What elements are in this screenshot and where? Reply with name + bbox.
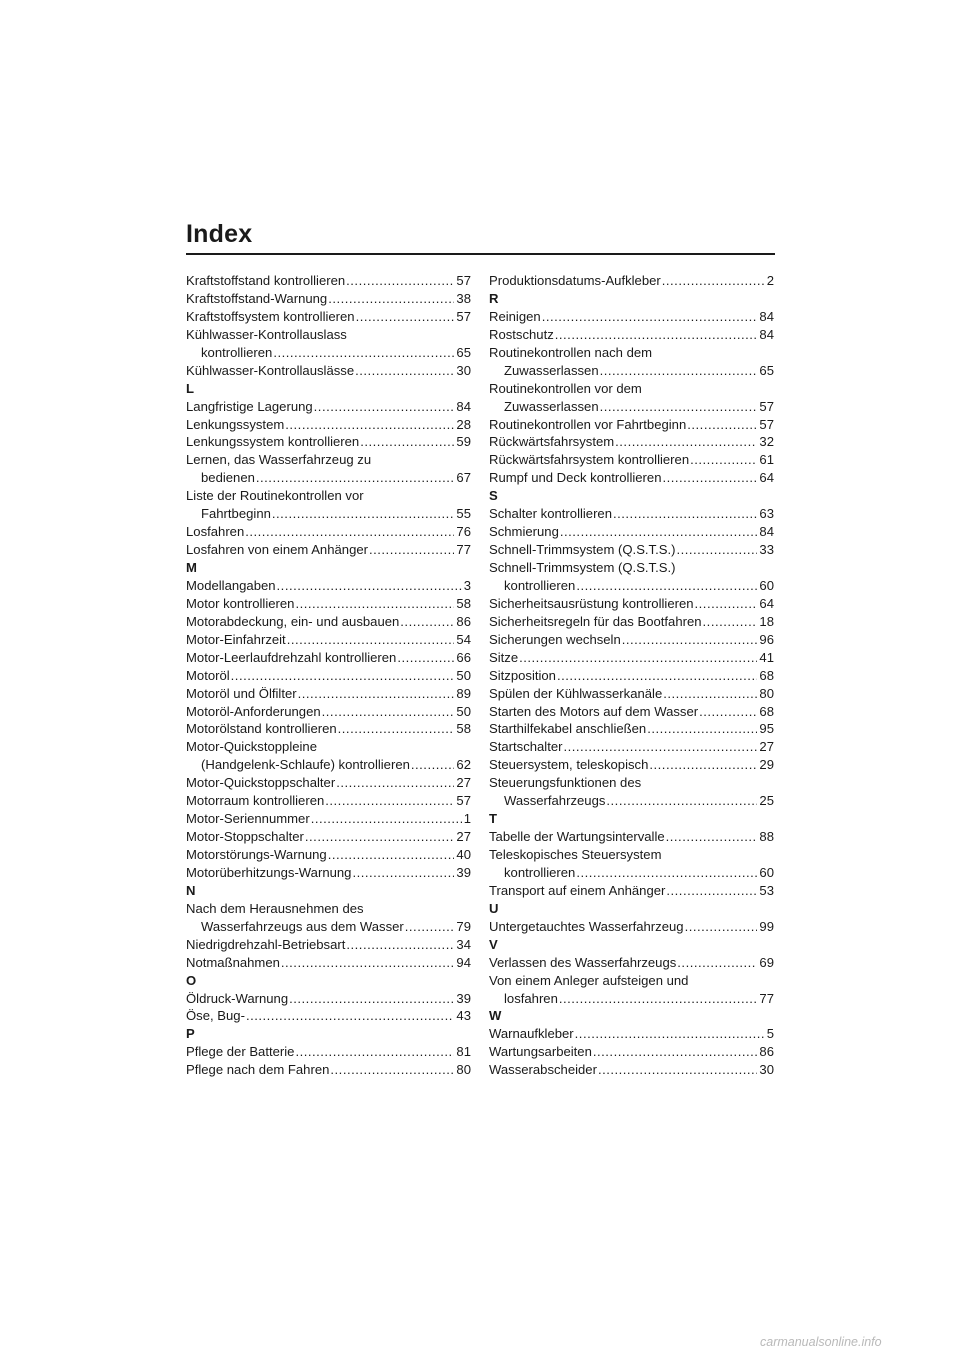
dot-leader <box>695 595 758 613</box>
index-entry-text: Motorstörungs-Warnung <box>186 847 327 862</box>
index-page-number: 86 <box>456 613 471 629</box>
dot-leader <box>231 667 455 685</box>
index-entry <box>186 1007 471 1025</box>
index-entry-text: Wasserfahrzeugs <box>504 793 606 809</box>
index-page-number: 50 <box>456 703 471 719</box>
index-entry <box>186 685 471 703</box>
index-entry-text: Losfahren von einem Anhänger <box>186 542 368 558</box>
dot-leader <box>703 613 758 631</box>
dot-leader <box>557 667 757 685</box>
dot-leader <box>576 577 757 595</box>
index-entry <box>186 523 471 541</box>
index-section-letter: L <box>186 380 194 396</box>
index-entry-text: Kühlwasser-Kontrollauslässe <box>186 362 355 378</box>
index-entry-text: Notmaßnahmen <box>186 954 280 970</box>
index-entry-text: Langfristige Lagerung <box>186 398 313 414</box>
dot-leader <box>328 290 454 308</box>
index-page-number: 59 <box>456 434 471 450</box>
index-entry <box>186 846 471 864</box>
index-page-number: 79 <box>456 918 471 934</box>
index-entry <box>186 720 471 738</box>
index-entry <box>186 577 471 595</box>
index-entry <box>489 541 774 559</box>
dot-leader <box>281 954 455 972</box>
index-entry-text: Modellangaben <box>186 577 276 593</box>
dot-leader <box>690 451 757 469</box>
index-page-number: 57 <box>456 793 471 809</box>
index-entry-text: Rückwärtsfahrsystem <box>489 434 615 450</box>
index-entry <box>186 810 471 828</box>
index-entry <box>489 523 774 541</box>
dot-leader <box>405 918 455 936</box>
index-page-number: 3 <box>463 577 471 593</box>
page-title: Index <box>186 220 253 248</box>
index-page-number: 64 <box>759 595 774 611</box>
dot-leader <box>666 882 757 900</box>
dot-leader <box>575 1025 765 1043</box>
index-page-number: 39 <box>456 990 471 1006</box>
index-section-letter: V <box>489 936 498 952</box>
index-entry <box>489 685 774 703</box>
index-entry <box>186 416 471 434</box>
dot-leader <box>555 326 758 344</box>
index-entry <box>489 990 774 1008</box>
index-entry-text: Steuersystem, teleskopisch <box>489 757 649 773</box>
index-entry <box>186 864 471 882</box>
index-entry <box>186 398 471 416</box>
index-entry-text: Kraftstoffstand-Warnung <box>186 290 328 306</box>
index-entry <box>489 433 774 451</box>
index-entry-text: Losfahren <box>186 524 245 540</box>
dot-leader <box>272 505 455 523</box>
index-section-letter: S <box>489 488 498 504</box>
index-entry <box>489 631 774 649</box>
dot-leader <box>325 792 454 810</box>
index-entry-text: Motor-Seriennummer <box>186 811 310 827</box>
index-entry <box>489 703 774 721</box>
index-entry <box>489 918 774 936</box>
index-entry-heading: Kühlwasser-Kontrollauslass <box>186 326 347 342</box>
dot-leader <box>305 828 455 846</box>
dot-leader <box>352 864 454 882</box>
index-entry-text: Rumpf und Deck kontrollieren <box>489 470 662 486</box>
index-entry <box>489 272 774 290</box>
index-entry-text: Wasserabscheider <box>489 1062 597 1078</box>
index-entry-text: Motor-Leerlaufdrehzahl kontrollieren <box>186 649 397 665</box>
index-page-number: 77 <box>759 990 774 1006</box>
index-entry <box>186 774 471 792</box>
dot-leader <box>277 577 462 595</box>
index-entry <box>489 882 774 900</box>
index-entry <box>489 362 774 380</box>
index-entry <box>489 828 774 846</box>
index-entry <box>186 667 471 685</box>
dot-leader <box>662 469 757 487</box>
index-page-number: 2 <box>766 273 774 288</box>
index-entry <box>186 308 471 326</box>
index-entry-text: Motor-Einfahrzeit <box>186 631 286 647</box>
index-entry <box>186 344 471 362</box>
index-page-number: 29 <box>759 757 774 773</box>
index-entry <box>489 416 774 434</box>
index-entry-text: Pflege der Batterie <box>186 1044 295 1060</box>
dot-leader <box>542 308 758 326</box>
index-entry <box>186 505 471 523</box>
index-entry-text: Schmierung <box>489 524 559 540</box>
dot-leader <box>285 416 454 434</box>
index-page-number: 60 <box>759 577 774 593</box>
index-entry <box>186 792 471 810</box>
dot-leader <box>613 505 757 523</box>
dot-leader <box>311 810 462 828</box>
index-entry <box>489 738 774 756</box>
dot-leader <box>336 774 454 792</box>
dot-leader <box>298 685 455 703</box>
index-entry-text: Niedrigdrehzahl-Betriebsart <box>186 936 346 952</box>
index-entry <box>186 954 471 972</box>
dot-leader <box>287 631 455 649</box>
index-entry-text: Motor-Quickstoppschalter <box>186 775 336 791</box>
index-section-letter: U <box>489 900 499 916</box>
index-entry-text: losfahren <box>504 990 558 1006</box>
dot-leader <box>295 595 454 613</box>
dot-leader <box>564 738 758 756</box>
dot-leader <box>256 469 455 487</box>
index-entry-text: Pflege nach dem Fahren <box>186 1062 330 1078</box>
dot-leader <box>346 272 454 290</box>
index-entry <box>186 541 471 559</box>
index-entry-heading: Liste der Routinekontrollen vor <box>186 488 364 504</box>
index-page-number: 60 <box>759 864 774 880</box>
index-page-number: 41 <box>759 649 774 665</box>
dot-leader <box>593 1043 758 1061</box>
index-entry <box>186 469 471 487</box>
index-entry <box>186 1043 471 1061</box>
dot-leader <box>649 756 757 774</box>
index-page-number: 28 <box>456 416 471 432</box>
index-entry-text: Lenkungssystem <box>186 416 285 432</box>
dot-leader <box>246 1007 454 1025</box>
index-page-number: 81 <box>456 1044 471 1060</box>
index-page-number: 32 <box>759 434 774 450</box>
index-page-number: 86 <box>759 1044 774 1060</box>
index-entry <box>489 864 774 882</box>
index-entry-heading: Routinekontrollen nach dem <box>489 344 653 360</box>
index-page-number: 1 <box>463 811 471 827</box>
index-entry-text: Motoröl <box>186 667 230 683</box>
index-entry-text: Schnell-Trimmsystem (Q.S.T.S.) <box>489 542 676 558</box>
index-entry <box>489 451 774 469</box>
index-entry-text: Motor kontrollieren <box>186 595 295 611</box>
index-page-number: 84 <box>759 308 774 324</box>
index-entry <box>489 792 774 810</box>
dot-leader <box>245 523 454 541</box>
dot-leader <box>397 649 454 667</box>
index-entry-text: Routinekontrollen vor Fahrtbeginn <box>489 416 687 432</box>
dot-leader <box>295 1043 454 1061</box>
index-page-number: 57 <box>759 416 774 432</box>
index-page-number: 66 <box>456 649 471 665</box>
dot-leader <box>289 990 454 1008</box>
index-section-letter: R <box>489 290 499 306</box>
index-entry-text: Schalter kontrollieren <box>489 506 612 522</box>
index-entry-heading: Teleskopisches Steuersystem <box>489 847 662 862</box>
index-entry-text: kontrollieren <box>504 577 576 593</box>
index-page-number: 43 <box>456 1008 471 1024</box>
index-entry-text: Tabelle der Wartungsintervalle <box>489 829 665 845</box>
index-section-letter: W <box>489 1008 502 1024</box>
index-entry <box>186 631 471 649</box>
index-entry <box>186 936 471 954</box>
index-page-number: 63 <box>759 506 774 522</box>
dot-leader <box>666 828 758 846</box>
index-entry <box>186 649 471 667</box>
index-entry <box>186 272 471 290</box>
dot-leader <box>400 613 454 631</box>
index-page-number: 96 <box>759 631 774 647</box>
index-page-number: 65 <box>759 362 774 378</box>
dot-leader <box>676 541 757 559</box>
index-entry-text: Rückwärtsfahrsystem kontrollieren <box>489 452 690 468</box>
dot-leader <box>600 398 758 416</box>
index-page-number: 84 <box>759 326 774 342</box>
index-page-number: 58 <box>456 721 471 737</box>
index-page-number: 55 <box>456 506 471 522</box>
index-page-number: 57 <box>456 308 471 324</box>
dot-leader <box>622 631 758 649</box>
index-page-number: 65 <box>456 344 471 360</box>
index-entry <box>489 954 774 972</box>
index-entry-heading: Routinekontrollen vor dem <box>489 380 642 396</box>
dot-leader <box>314 398 455 416</box>
dot-leader <box>330 1061 454 1079</box>
dot-leader <box>663 685 757 703</box>
index-entry-heading: Nach dem Herausnehmen des <box>186 900 364 916</box>
dot-leader <box>677 954 757 972</box>
index-page-number: 27 <box>456 775 471 791</box>
index-entry-text: Kraftstoffsystem kontrollieren <box>186 308 355 324</box>
index-page-number: 62 <box>456 757 471 773</box>
index-entry <box>489 667 774 685</box>
index-page-number: 69 <box>759 954 774 970</box>
dot-leader <box>411 756 455 774</box>
index-entry <box>489 613 774 631</box>
dot-leader <box>273 344 454 362</box>
index-page-number: 99 <box>759 918 774 934</box>
index-page-number: 39 <box>456 864 471 880</box>
index-entry-text: Motorüberhitzungs-Warnung <box>186 864 352 880</box>
index-entry-text: Verlassen des Wasserfahrzeugs <box>489 954 677 970</box>
index-entry-text: Motoröl-Anforderungen <box>186 703 321 719</box>
index-entry-heading: Steuerungsfunktionen des <box>489 775 642 791</box>
index-page-number: 95 <box>759 721 774 737</box>
index-entry <box>489 326 774 344</box>
index-page-number: 94 <box>456 954 471 970</box>
title-divider <box>186 253 775 255</box>
watermark: carmanualsonline.info <box>760 1335 882 1349</box>
index-entry <box>186 703 471 721</box>
index-section-letter: T <box>489 811 497 827</box>
index-page-number: 27 <box>456 829 471 845</box>
index-entry <box>489 1043 774 1061</box>
index-entry <box>489 308 774 326</box>
index-entry <box>186 828 471 846</box>
index-entry-text: Lenkungssystem kontrollieren <box>186 434 360 450</box>
index-page-number: 27 <box>759 739 774 755</box>
index-entry <box>186 433 471 451</box>
dot-leader <box>328 846 455 864</box>
index-entry-text: Rostschutz <box>489 326 554 342</box>
dot-leader <box>338 720 455 738</box>
index-entry <box>186 595 471 613</box>
index-section-letter: P <box>186 1026 195 1042</box>
index-page-number: 25 <box>759 793 774 809</box>
index-page-number: 30 <box>456 362 471 378</box>
index-entry-text: Sicherheitsausrüstung kontrollieren <box>489 595 694 611</box>
index-entry-text: Sicherheitsregeln für das Bootfahren <box>489 613 702 629</box>
index-entry <box>489 756 774 774</box>
index-entry <box>489 1025 774 1043</box>
index-entry-heading: Motor-Quickstoppleine <box>186 739 317 755</box>
index-entry-text: Motor-Stoppschalter <box>186 829 304 845</box>
index-page-number: 76 <box>456 524 471 540</box>
dot-leader <box>559 990 758 1008</box>
dot-leader <box>606 792 757 810</box>
dot-leader <box>600 362 758 380</box>
index-entry-text: Zuwasserlassen <box>504 398 599 414</box>
index-page-number: 88 <box>759 829 774 845</box>
index-page-number: 68 <box>759 667 774 683</box>
index-entry <box>186 990 471 1008</box>
index-page-number: 57 <box>456 273 471 288</box>
index-page-number: 67 <box>456 470 471 486</box>
index-section-letter: O <box>186 972 197 988</box>
index-entry-text: Sitze <box>489 649 519 665</box>
index-entry-text: Starten des Motors auf dem Wasser <box>489 703 699 719</box>
index-page-number: 57 <box>759 398 774 414</box>
index-page-number: 53 <box>759 882 774 898</box>
dot-leader <box>699 703 757 721</box>
index-entry <box>186 290 471 308</box>
index-entry-heading: Lernen, das Wasserfahrzeug zu <box>186 452 372 468</box>
index-page-number: 34 <box>456 936 471 952</box>
index-page-number: 77 <box>456 542 471 558</box>
index-entry-text: Motorölstand kontrollieren <box>186 721 337 737</box>
index-entry-text: Spülen der Kühlwasserkanäle <box>489 685 663 701</box>
index-page-number: 50 <box>456 667 471 683</box>
index-entry-text: Warnaufkleber <box>489 1026 574 1042</box>
dot-leader <box>662 272 765 290</box>
dot-leader <box>687 416 757 434</box>
index-entry-text: Fahrtbeginn <box>201 506 271 522</box>
dot-leader <box>356 308 455 326</box>
dot-leader <box>647 720 757 738</box>
index-entry <box>489 595 774 613</box>
index-entry <box>489 577 774 595</box>
dot-leader <box>615 433 757 451</box>
index-entry <box>186 918 471 936</box>
dot-leader <box>322 703 455 721</box>
index-entry-text: Transport auf einem Anhänger <box>489 882 666 898</box>
index-section-letter: M <box>186 560 197 575</box>
index-entry <box>489 649 774 667</box>
index-entry-text: Wasserfahrzeugs aus dem Wasser <box>201 918 404 934</box>
dot-leader <box>355 362 454 380</box>
dot-leader <box>576 864 757 882</box>
index-page-number: 80 <box>456 1062 471 1078</box>
index-entry-text: bedienen <box>201 470 255 486</box>
index-entry-text: Untergetauchtes Wasserfahrzeug <box>489 918 684 934</box>
index-entry <box>489 1061 774 1079</box>
index-entry <box>489 720 774 738</box>
index-entry-text: Sitzposition <box>489 667 556 683</box>
dot-leader <box>560 523 758 541</box>
index-page-number: 38 <box>456 290 471 306</box>
index-entry-text: Sicherungen wechseln <box>489 631 621 647</box>
dot-leader <box>369 541 454 559</box>
index-page-number: 84 <box>456 398 471 414</box>
index-entry-text: Produktionsdatums-Aufkleber <box>489 273 661 288</box>
index-page-number: 89 <box>456 685 471 701</box>
index-entry-text: Öldruck-Warnung <box>186 990 289 1006</box>
index-entry-text: Reinigen <box>489 308 541 324</box>
index-entry-text: kontrollieren <box>201 344 273 360</box>
index-page-number: 5 <box>766 1026 774 1042</box>
index-column-right <box>489 272 774 1079</box>
index-entry <box>186 756 471 774</box>
index-entry-text: Wartungsarbeiten <box>489 1044 592 1060</box>
index-entry <box>186 1061 471 1079</box>
index-entry <box>186 613 471 631</box>
index-page-number: 80 <box>759 685 774 701</box>
index-entry-text: Motorabdeckung, ein- und ausbauen <box>186 613 400 629</box>
index-entry-text: kontrollieren <box>504 864 576 880</box>
index-entry-text: Öse, Bug- <box>186 1008 245 1024</box>
dot-leader <box>360 433 454 451</box>
index-entry-text: (Handgelenk-Schlaufe) kontrollieren <box>201 757 410 773</box>
dot-leader <box>685 918 758 936</box>
index-entry-text: Kraftstoffstand kontrollieren <box>186 273 346 288</box>
index-entry <box>489 398 774 416</box>
index-page-number: 54 <box>456 631 471 647</box>
index-page-number: 84 <box>759 524 774 540</box>
dot-leader <box>346 936 454 954</box>
index-section-letter: N <box>186 882 196 898</box>
index-entry <box>186 362 471 380</box>
index-entry-text: Starthilfekabel anschließen <box>489 721 647 737</box>
index-page-number: 61 <box>759 452 774 468</box>
index-page-number: 64 <box>759 470 774 486</box>
index-entry-text: Startschalter <box>489 739 563 755</box>
index-page-number: 58 <box>456 595 471 611</box>
dot-leader <box>598 1061 757 1079</box>
index-column-left <box>186 272 471 1079</box>
index-entry-text: Motorraum kontrollieren <box>186 793 325 809</box>
index-page-number: 40 <box>456 847 471 862</box>
index-page-number: 33 <box>759 542 774 558</box>
index-entry-heading: Schnell-Trimmsystem (Q.S.T.S.) <box>489 560 676 575</box>
dot-leader <box>519 649 757 667</box>
index-entry <box>489 505 774 523</box>
index-page-number: 68 <box>759 703 774 719</box>
index-page-number: 18 <box>759 613 774 629</box>
index-entry <box>489 469 774 487</box>
index-page-number: 30 <box>759 1062 774 1078</box>
index-entry-text: Zuwasserlassen <box>504 362 599 378</box>
index-entry-heading: Von einem Anleger aufsteigen und <box>489 972 689 988</box>
index-entry-text: Motoröl und Ölfilter <box>186 685 297 701</box>
